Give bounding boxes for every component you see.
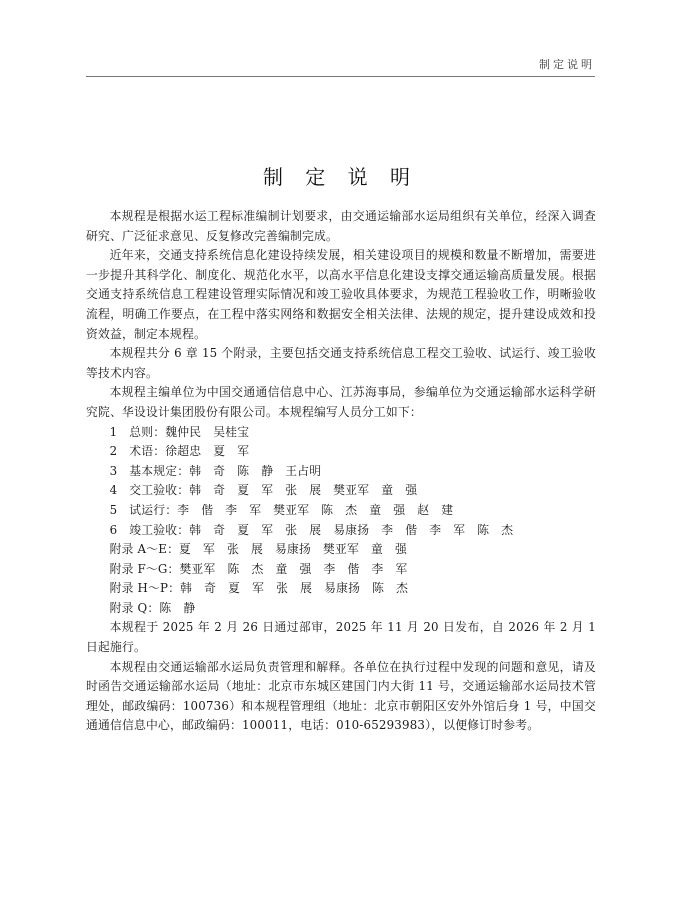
paragraph: 本规程由交通运输部水运局负责管理和解释。各单位在执行过程中发现的问题和意见，请及时函告交通运输部水运局（地址：北京市东城区建国门内大街 11 号，交通运输部水运局技术管理处，邮政编码：100736）和本规程管理组（地址：北京市朝阳区安外外馆后身 1 号，中国交通通信信息中心，邮政编码：100011，电话：010-65293983），以便修订时参考。 <box>86 659 596 733</box>
staff-line: 附录 Q：陈 静 <box>109 600 196 615</box>
staff-line: 2 术语：徐超忠 夏 军 <box>109 444 250 459</box>
paragraph: 本规程共分 6 章 15 个附录，主要包括交通支持系统信息工程交工验收、试运行、竣工验收等技术内容。 <box>86 346 596 380</box>
paragraph: 本规程是根据水运工程标准编制计划要求，由交通运输部水运局组织有关单位，经深入调查研究、广泛征求意见、反复修改完善编制完成。 <box>86 209 596 243</box>
staff-line: 6 竣工验收：韩 奇 夏 军 张 展 易康扬 李 偕 李 军 陈 杰 <box>109 522 514 537</box>
staff-line: 附录 H～P：韩 奇 夏 军 张 展 易康扬 陈 杰 <box>109 581 409 596</box>
staff-line: 5 试运行：李 偕 李 军 樊亚军 陈 杰 童 强 赵 建 <box>109 502 454 517</box>
staff-line: 4 交工验收：韩 奇 夏 军 张 展 樊亚军 童 强 <box>109 483 418 498</box>
staff-line: 1 总则：魏仲民 吴桂宝 <box>109 424 250 439</box>
page-title: 制 定 说 明 <box>262 165 419 189</box>
running-head: 制定说明 <box>539 58 595 71</box>
paragraph: 本规程主编单位为中国交通通信信息中心、江苏海事局，参编单位为交通运输部水运科学研究院、华设设计集团股份有限公司。本规程编写人员分工如下： <box>86 385 596 419</box>
paragraph: 近年来，交通支持系统信息化建设持续发展，相关建设项目的规模和数量不断增加，需要进一步提升其科学化、制度化、规范化水平，以高水平信息化建设支撑交通运输高质量发展。根据交通支持系统信息工程建设管理实际情况和竣工验收具体要求，为规范工程验收工作，明晰验收流程，明确工作要点，在工程中落实网络和数据安全相关法律、法规的规定，提升建设成效和投资效益，制定本规程。 <box>86 248 596 341</box>
staff-line: 3 基本规定：韩 奇 陈 静 王占明 <box>109 463 322 478</box>
body-text <box>86 207 596 736</box>
header-rule <box>86 76 595 77</box>
paragraph: 本规程于 2025 年 2 月 26 日通过部审，2025 年 11 月 20 日发布，自 2026 年 2 月 1 日起施行。 <box>86 620 596 655</box>
staff-line: 附录 A～E：夏 军 张 展 易康扬 樊亚军 童 强 <box>109 542 408 557</box>
staff-line: 附录 F～G：樊亚军 陈 杰 童 强 李 偕 李 军 <box>109 561 408 576</box>
